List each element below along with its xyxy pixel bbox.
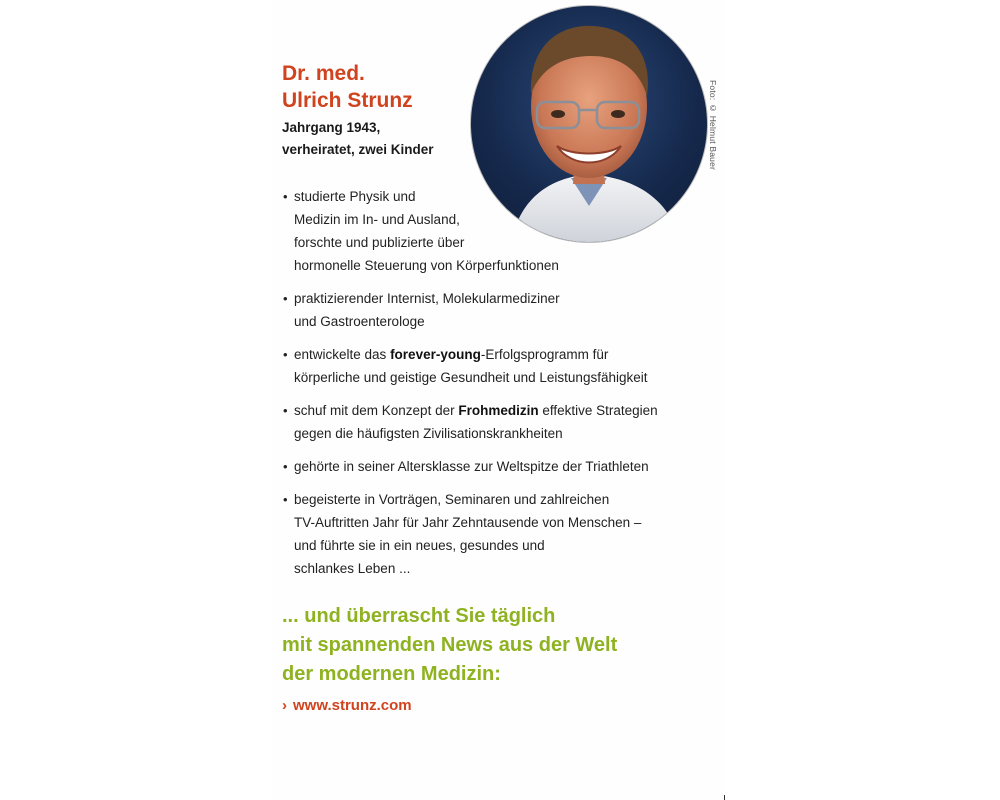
list-item-line [294, 343, 723, 366]
body-text: hormonelle Steuerung von Körperfunktionen [294, 258, 559, 273]
achievement-list [283, 185, 723, 590]
list-item-line [294, 310, 723, 333]
list-item-line [294, 208, 723, 231]
body-text: entwickelte das [294, 347, 391, 362]
body-text: und führte sie in ein neues, gesundes und [294, 538, 545, 553]
emphasis-text: Frohmedizin [458, 403, 539, 418]
bullet-icon: • [283, 189, 288, 204]
body-text: praktizierender Internist, Molekularmediziner [294, 291, 560, 306]
body-text: effektive Strategien [538, 403, 658, 418]
tagline-line-3: der modernen Medizin: [282, 663, 501, 685]
body-text: studierte Physik und [294, 189, 416, 204]
list-item-line [294, 185, 723, 208]
bullet-icon: • [283, 459, 288, 474]
body-text: gegen die häufigsten Zivilisationskrankheiten [294, 426, 563, 441]
list-item [283, 343, 723, 389]
photo-credit: Foto: © Helmut Bauer [708, 80, 718, 171]
bullet-icon: • [283, 403, 288, 418]
body-text: begeisterte in Vorträgen, Seminaren und zahlreichen [294, 492, 610, 507]
page-edge-mark [724, 795, 725, 800]
list-item-line [294, 254, 723, 277]
emphasis-text: forever-young [390, 347, 481, 362]
list-item [283, 399, 723, 445]
body-text: -Erfolgsprogramm für [480, 347, 609, 362]
tagline-line-2: mit spannenden News aus der Welt [282, 634, 618, 656]
bullet-icon: • [283, 492, 288, 507]
chevron-right-icon: › [282, 697, 287, 714]
body-text: forschte und publizierte über [294, 235, 465, 250]
list-item-line [294, 534, 723, 557]
list-item-line [294, 488, 723, 511]
body-text: körperliche und geistige Gesundheit und Leistungsfähigkeit [294, 370, 648, 385]
list-item [283, 185, 723, 277]
bio-birth-year: Jahrgang 1943, [282, 120, 381, 135]
body-text: TV-Auftritten Jahr für Jahr Zehntausende von Menschen – [294, 515, 642, 530]
bio-family: verheiratet, zwei Kinder [282, 142, 434, 157]
body-text: gehörte in seiner Altersklasse zur Weltspitze der Triathleten [294, 459, 649, 474]
list-item-line [294, 366, 723, 389]
profile-header [282, 60, 434, 161]
body-text: und Gastroenterologe [294, 314, 425, 329]
list-item-line [294, 455, 723, 478]
body-text: schlankes Leben ... [294, 561, 411, 576]
list-item [283, 488, 723, 580]
bio-summary [282, 117, 434, 161]
list-item-line [294, 287, 723, 310]
website-link-text: www.strunz.com [293, 697, 412, 714]
name-title: Dr. med. [282, 62, 365, 85]
bullet-icon: • [283, 347, 288, 362]
tagline [282, 602, 617, 689]
list-item [283, 455, 723, 478]
list-item-line [294, 399, 723, 422]
body-text: schuf mit dem Konzept der [294, 403, 459, 418]
list-item-line [294, 422, 723, 445]
list-item-line [294, 557, 723, 580]
name-full: Ulrich Strunz [282, 89, 413, 112]
list-item-line [294, 231, 723, 254]
bullet-icon: • [283, 291, 288, 306]
body-text: Medizin im In- und Ausland, [294, 212, 460, 227]
list-item [283, 287, 723, 333]
list-item-line [294, 511, 723, 534]
website-link[interactable] [282, 695, 412, 717]
tagline-line-1: ... und überrascht Sie täglich [282, 605, 556, 627]
